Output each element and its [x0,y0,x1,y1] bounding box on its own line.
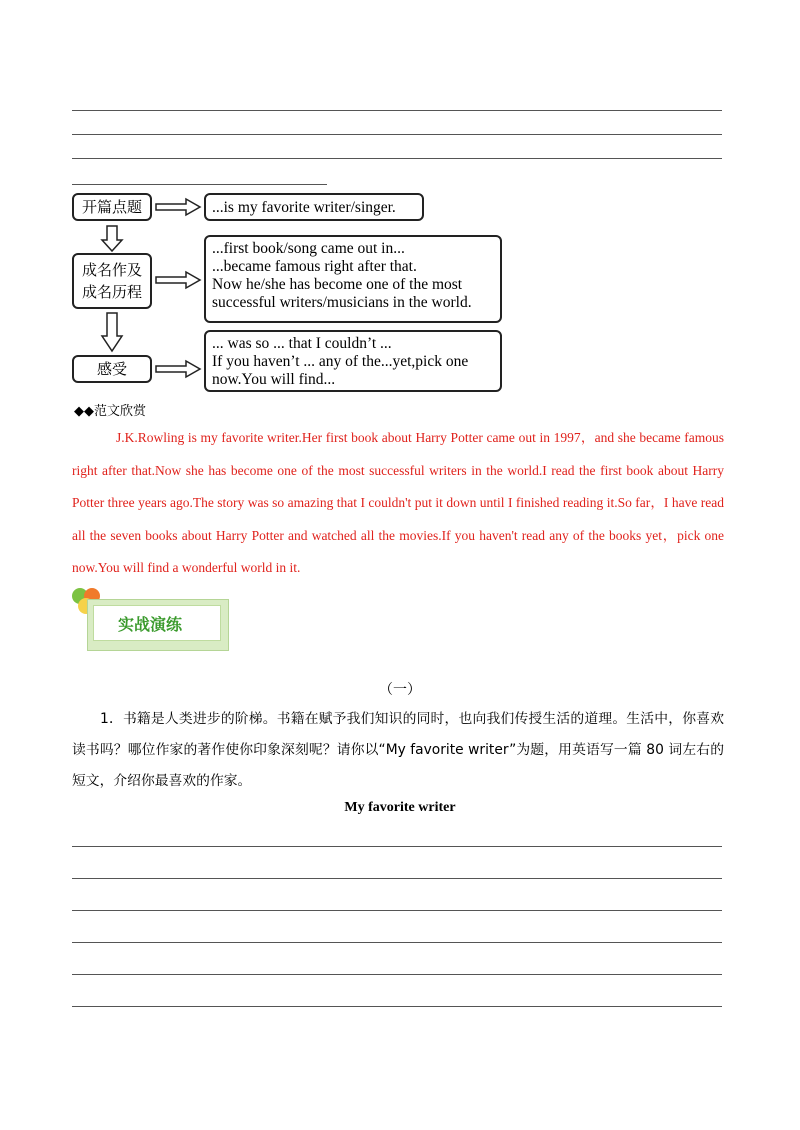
question-text [72,704,724,797]
flow-label-text: 成名作及 [81,261,142,279]
flow-content-line: now.You will find... [212,371,336,388]
badge-label: 实战演练 [93,605,221,641]
flow-content-line: ...became famous right after that. [212,258,417,275]
writing-line [72,846,722,847]
flowchart-arrows [0,0,800,400]
writing-line [72,878,722,879]
part-number: （一） [379,682,421,698]
writing-line [72,1006,722,1007]
flow-content-line: ...is my favorite writer/singer. [212,199,396,216]
flow-content-line: successful writers/musicians in the world. [212,294,472,311]
right-arrow-icon [156,361,200,377]
right-arrow-icon [156,272,200,288]
sample-essay-text: J.K.Rowling is my favorite writer.Her first book about Harry Potter came out in 1997，and she became famous right after that.Now she has become one of the most successful writers in the world.I read the first book about Harry Potter three years ago.The story was so amazing that I couldn't put it down until I finished reading it.So far，I have read all the seven books about Harry Potter and watched all the movies.If you haven't read any of the books yet，pick one now.You will find a wonderful world in it. [72,430,724,575]
down-arrow-icon [102,226,122,251]
practice-badge [72,588,232,652]
writing-line [72,974,722,975]
flow-content-line: If you haven’t ... any of the...yet,pick one [212,353,469,370]
flow-content-line: ...first book/song came out in... [212,240,405,257]
right-arrow-icon [156,199,200,215]
flow-content-line: ... was so ... that I couldn’t ... [212,335,392,352]
question-body: 1．书籍是人类进步的阶梯。书籍在赋予我们知识的同时，也向我们传授生活的道理。生活中，你喜欢读书吗？哪位作家的著作使你印象深刻呢？请你以“My favorite writer”为题，用英语写一篇 80 词左右的短文，介绍你最喜欢的作家。 [72,711,724,789]
flow-label-text: 感受 [96,360,127,378]
section-heading: ◆◆范文欣赏 [74,404,146,419]
writing-line [72,910,722,911]
sample-essay [72,422,724,585]
essay-title: My favorite writer [344,800,456,815]
flow-label-text: 开篇点题 [81,198,142,216]
writing-line [72,942,722,943]
flow-content-line: Now he/she has become one of the most [212,276,463,293]
down-arrow-icon [102,313,122,351]
flow-label-text: 成名历程 [81,283,142,301]
